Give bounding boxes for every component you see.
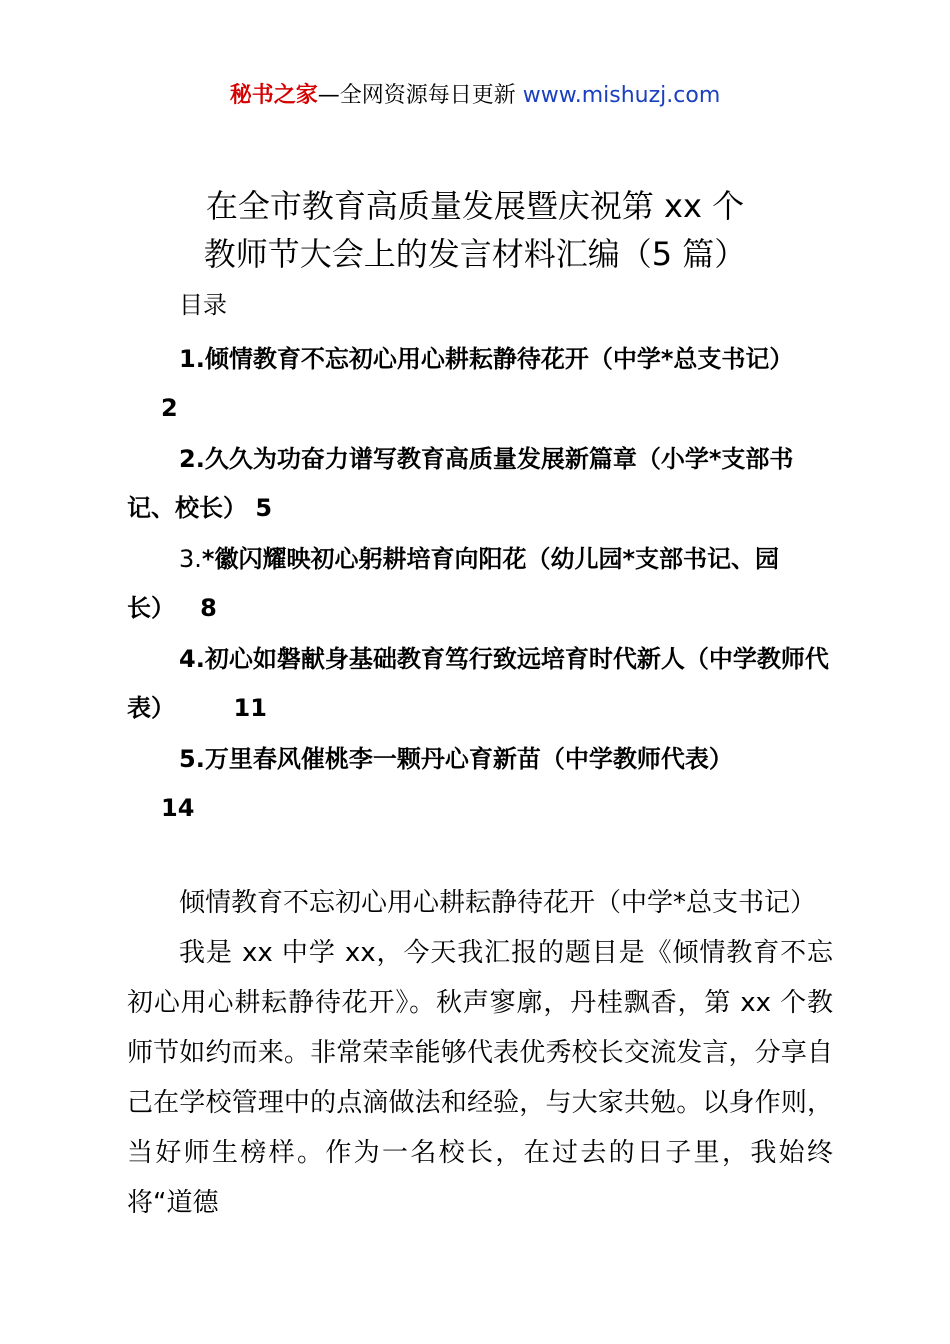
- site-url-link[interactable]: www.mishuzj.com: [522, 83, 721, 108]
- document-title: [0, 182, 950, 278]
- body-paragraph: 我是 xx 中学 xx，今天我汇报的题目是《倾情教育不忘初心用心耕耘静待花开》。秋声寥廓，丹桂飘香，第 xx 个教师节如约而来。非常荣幸能够代表优秀校长交流发言，分享自己在学校管理中的点滴做法和经验，与大家共勉。以身作则，当好师生榜样。作为一名校长，在过去的日子里，我始终将“道德: [127, 938, 833, 1218]
- toc-label: 目录: [179, 291, 227, 319]
- toc-item-5[interactable]: [127, 735, 833, 833]
- toc-item-text: *徽闪耀映初心躬耕培育向阳花（幼儿园*支部书记、园长）: [127, 545, 780, 622]
- toc-item-3[interactable]: [127, 535, 833, 633]
- title-line-1: 在全市教育高质量发展暨庆祝第 xx 个: [205, 187, 745, 225]
- toc-item-4[interactable]: [127, 635, 833, 733]
- header-tagline: 全网资源每日更新: [339, 83, 523, 108]
- brand-name: 秘书之家: [229, 83, 318, 108]
- header-dash: —: [317, 83, 340, 108]
- table-of-contents: [127, 335, 833, 833]
- toc-item-prefix: 2.: [179, 445, 205, 473]
- toc-item-1[interactable]: [127, 335, 833, 433]
- toc-item-page: 11: [233, 694, 267, 722]
- toc-item-text: 倾情教育不忘初心用心耕耘静待花开（中学*总支书记）: [204, 345, 794, 373]
- title-line-2: 教师节大会上的发言材料汇编（5 篇）: [203, 235, 747, 273]
- site-header: [0, 80, 950, 112]
- toc-item-prefix: 3.: [179, 545, 202, 573]
- document-body: [127, 878, 833, 1228]
- toc-item-2[interactable]: [127, 435, 833, 533]
- toc-item-text: 初心如磐献身基础教育笃行致远培育时代新人（中学教师代表）: [127, 645, 829, 722]
- toc-item-prefix: 5.: [179, 745, 205, 773]
- toc-item-text: 久久为功奋力谱写教育高质量发展新篇章（小学*支部书记、校长）: [127, 445, 794, 522]
- toc-item-prefix: 4.: [179, 645, 205, 673]
- section-title: 倾情教育不忘初心用心耕耘静待花开（中学*总支书记）: [179, 888, 817, 918]
- toc-item-text: 万里春风催桃李一颗丹心育新苗（中学教师代表）: [204, 745, 733, 773]
- toc-item-page: 5: [255, 494, 273, 522]
- toc-item-page: 14: [161, 794, 195, 822]
- toc-item-prefix: 1.: [179, 345, 205, 373]
- toc-item-page: 2: [161, 394, 178, 422]
- toc-item-page: 8: [200, 594, 217, 622]
